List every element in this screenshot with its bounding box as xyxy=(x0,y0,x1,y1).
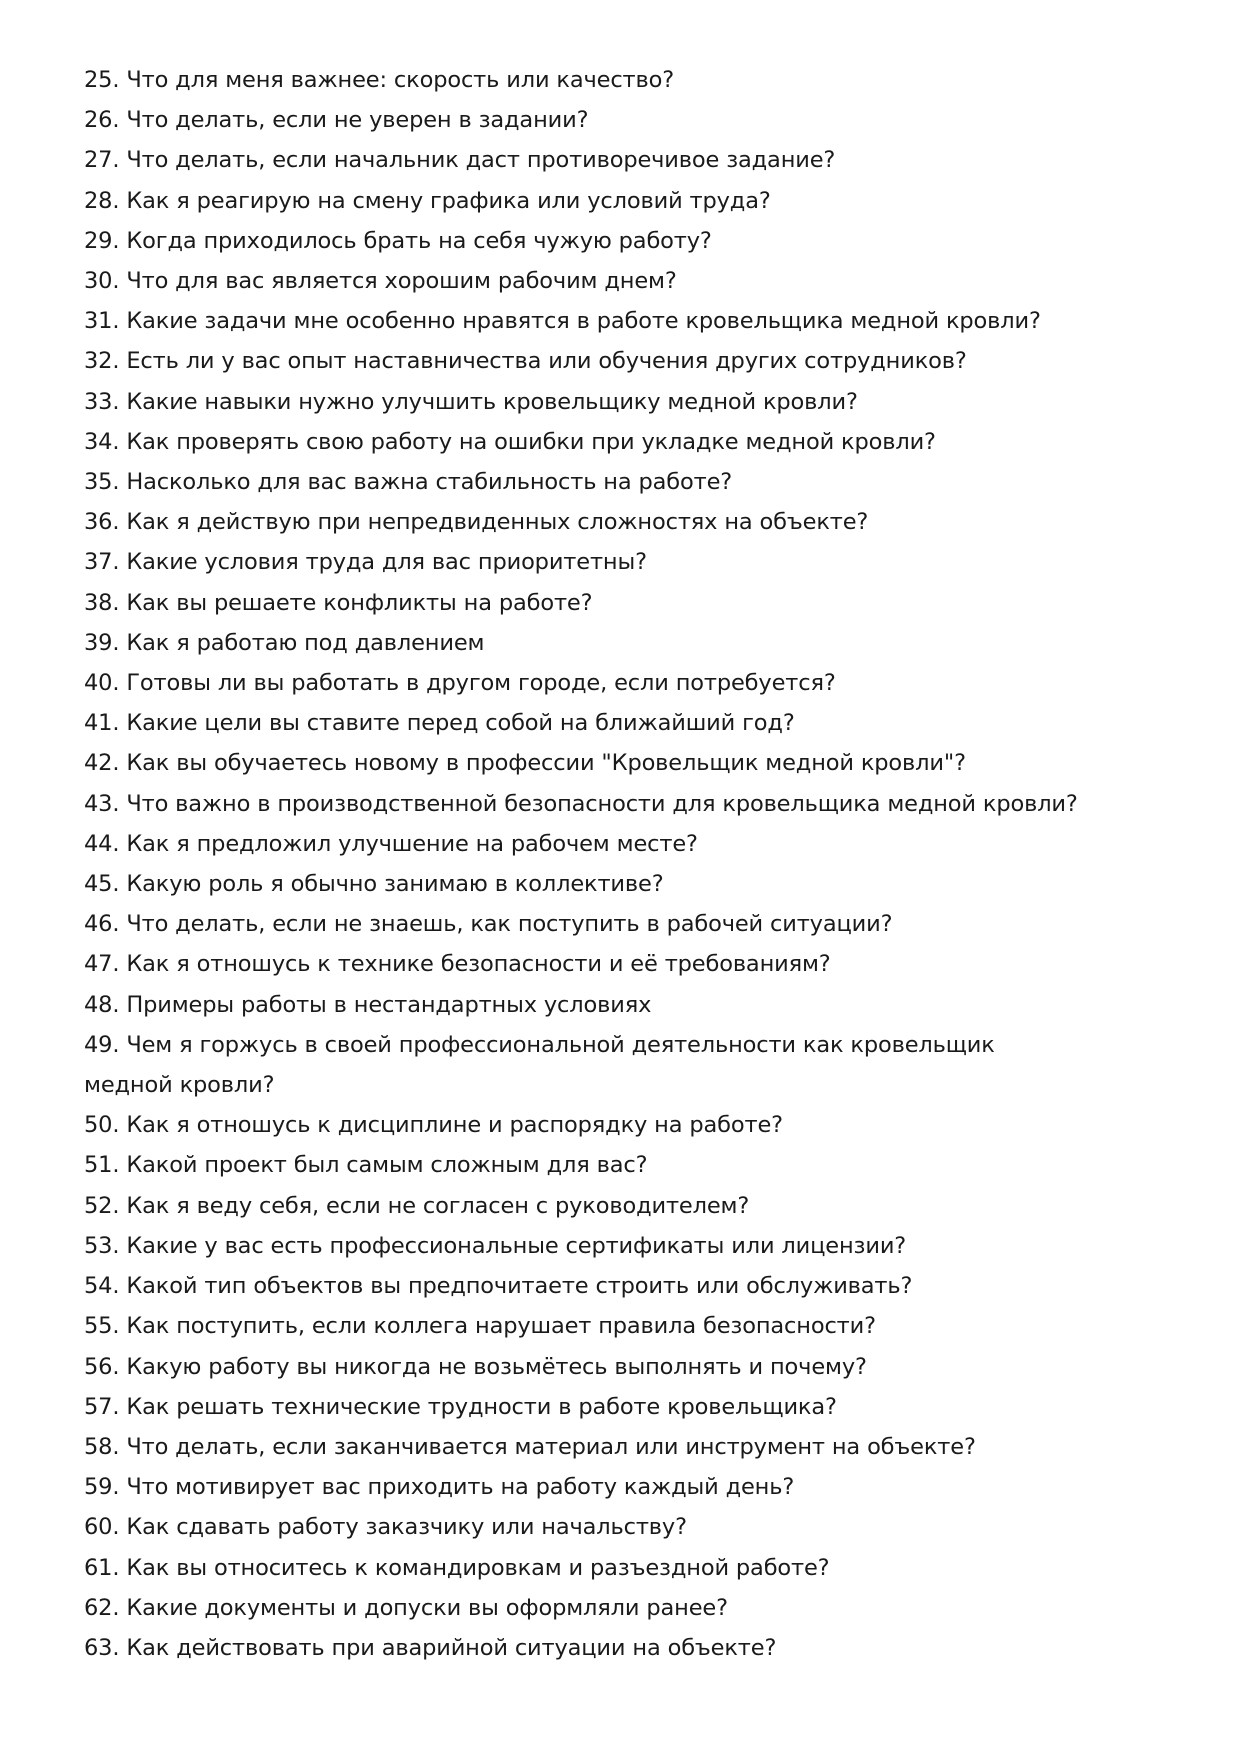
question-item: 39. Как я работаю под давлением xyxy=(84,629,485,656)
question-item: 31. Какие задачи мне особенно нравятся в работе кровельщика медной кровли? xyxy=(84,308,1041,335)
question-list xyxy=(84,60,1084,1668)
question-item: 38. Как вы решаете конфликты на работе? xyxy=(84,589,593,616)
question-item: 54. Какой тип объектов вы предпочитаете строить или обслуживать? xyxy=(84,1273,913,1300)
question-item: 62. Какие документы и допуски вы оформляли ранее? xyxy=(84,1594,728,1621)
question-item: 34. Как проверять свою работу на ошибки при укладке медной кровли? xyxy=(84,428,936,455)
question-item: 32. Есть ли у вас опыт наставничества или обучения других сотрудников? xyxy=(84,348,967,375)
question-item: 55. Как поступить, если коллега нарушает правила безопасности? xyxy=(84,1313,876,1340)
question-item: 25. Что для меня важнее: скорость или качество? xyxy=(84,67,675,93)
question-item: 61. Как вы относитесь к командировкам и разъездной работе? xyxy=(84,1554,830,1581)
question-item: 48. Примеры работы в нестандартных условиях xyxy=(84,991,652,1018)
question-item: 44. Как я предложил улучшение на рабочем месте? xyxy=(84,830,698,857)
question-item: 59. Что мотивирует вас приходить на работу каждый день? xyxy=(84,1474,795,1501)
question-item: 52. Как я веду себя, если не согласен с руководителем? xyxy=(84,1192,750,1219)
question-item: 63. Как действовать при аварийной ситуации на объекте? xyxy=(84,1634,777,1661)
question-item: 36. Как я действую при непредвиденных сложностях на объекте? xyxy=(84,509,869,536)
question-item: 53. Какие у вас есть профессиональные сертификаты или лицензии? xyxy=(84,1232,907,1259)
question-item: 40. Готовы ли вы работать в другом городе, если потребуется? xyxy=(84,670,836,697)
question-item: 29. Когда приходилось брать на себя чужую работу? xyxy=(84,227,712,254)
question-item: 42. Как вы обучаетесь новому в профессии "Кровельщик медной кровли"? xyxy=(84,750,966,777)
question-item: 46. Что делать, если не знаешь, как поступить в рабочей ситуации? xyxy=(84,911,893,938)
document-page xyxy=(84,60,1084,1668)
question-item: 37. Какие условия труда для вас приоритетны? xyxy=(84,549,647,576)
question-item: 57. Как решать технические трудности в работе кровельщика? xyxy=(84,1393,837,1420)
question-item: 58. Что делать, если заканчивается материал или инструмент на объекте? xyxy=(84,1433,976,1460)
question-item: 60. Как сдавать работу заказчику или начальству? xyxy=(84,1514,687,1541)
question-item: 43. Что важно в производственной безопасности для кровельщика медной кровли? xyxy=(84,790,1078,817)
question-item: 50. Как я отношусь к дисциплине и распорядку на работе? xyxy=(84,1112,783,1139)
question-item: 45. Какую роль я обычно занимаю в коллективе? xyxy=(84,871,664,898)
question-item: 27. Что делать, если начальник даст противоречивое задание? xyxy=(84,147,836,174)
question-item: 33. Какие навыки нужно улучшить кровельщику медной кровли? xyxy=(84,388,858,415)
question-item: 26. Что делать, если не уверен в задании? xyxy=(84,107,589,134)
question-item: 35. Насколько для вас важна стабильность на работе? xyxy=(84,469,733,496)
question-item: 56. Какую работу вы никогда не возьмётесь выполнять и почему? xyxy=(84,1353,867,1380)
question-item: 41. Какие цели вы ставите перед собой на ближайший год? xyxy=(84,710,795,737)
question-item: 49. Чем я горжусь в своей профессиональной деятельности как кровельщик медной кровли? xyxy=(84,1031,995,1099)
question-item: 30. Что для вас является хорошим рабочим днем? xyxy=(84,268,677,295)
question-item: 47. Как я отношусь к технике безопасности и её требованиям? xyxy=(84,951,831,978)
question-item: 51. Какой проект был самым сложным для вас? xyxy=(84,1152,648,1179)
question-item: 28. Как я реагирую на смену графика или условий труда? xyxy=(84,187,771,214)
